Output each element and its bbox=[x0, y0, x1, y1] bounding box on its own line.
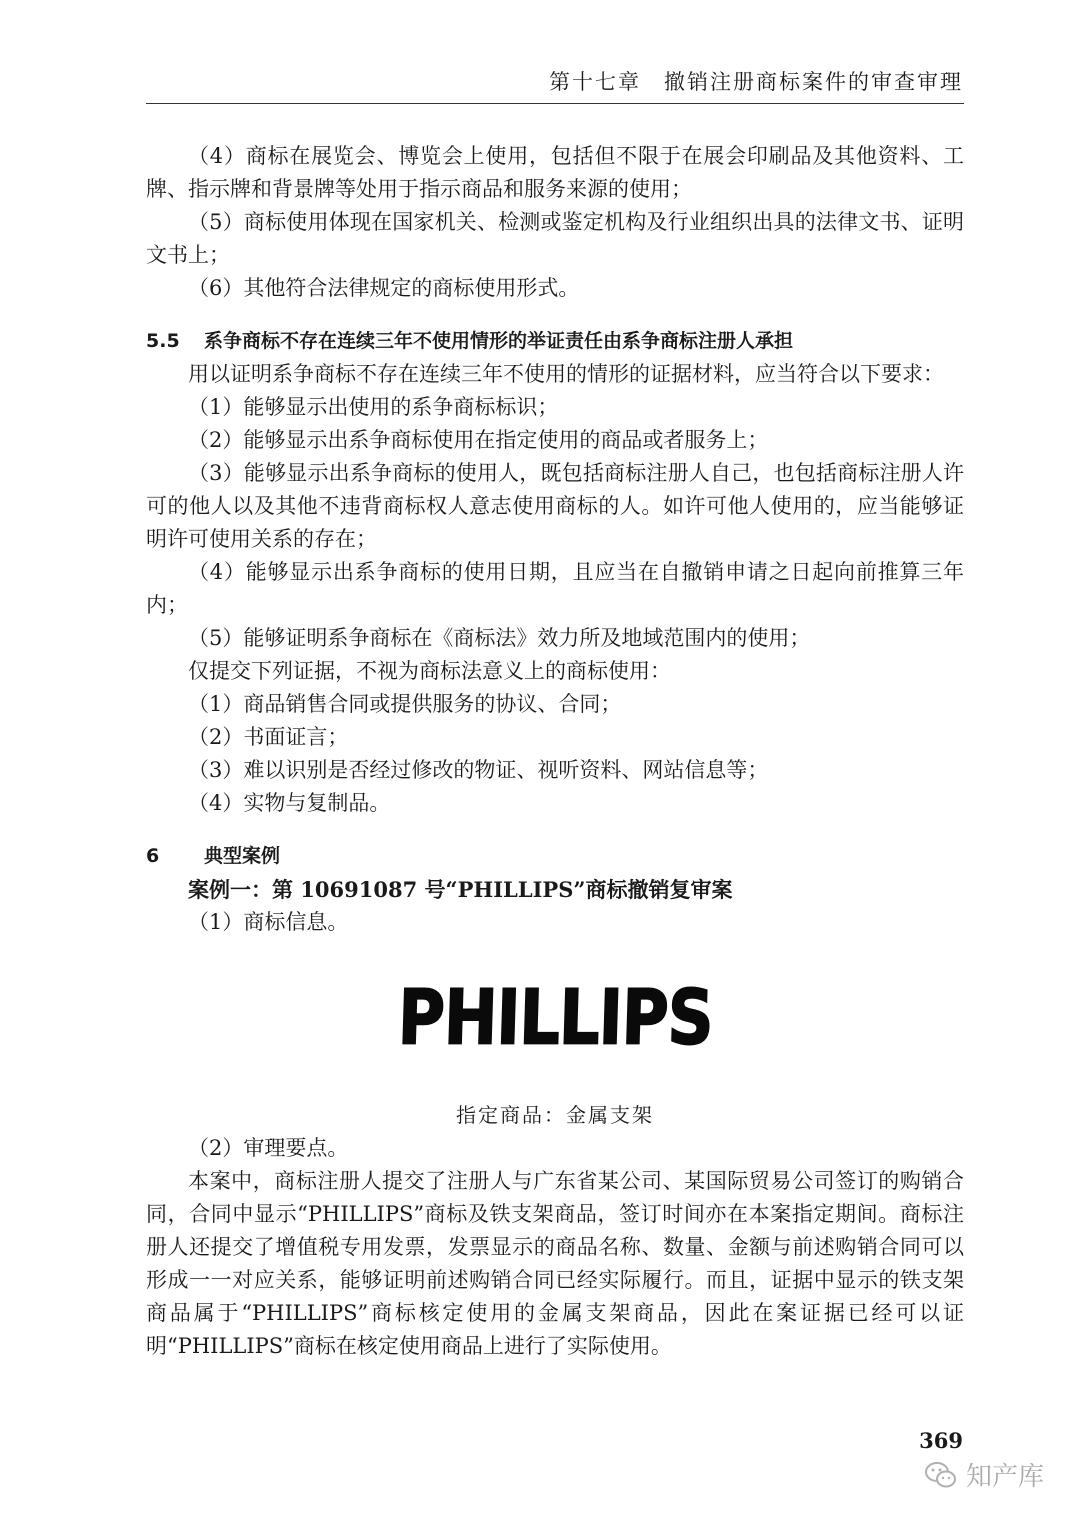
list-item: （5）商标使用体现在国家机关、检测或鉴定机构及行业组织出具的法律文书、证明文书上； bbox=[146, 210, 964, 267]
running-head: 第十七章 撤销注册商标案件的审查审理 bbox=[549, 70, 963, 94]
list-item: （2）能够显示出系争商标使用在指定使用的商品或者服务上； bbox=[188, 428, 769, 452]
list-item: （4）实物与复制品。 bbox=[188, 791, 391, 815]
paragraph: 本案中，商标注册人提交了注册人与广东省某公司、某国际贸易公司签订的购销合同，合同中显示“PHILLIPS”商标及铁支架商品，签订时间亦在本案指定期间。商标注册人还提交了增值税专用发票，发票显示的商品名称、数量、金额与前述购销合同可以形成一一对应关系，能够证明前述购销合同已经实际履行。而且，证据中显示的铁支架商品属于“PHILLIPS”商标核定使用的金属支架商品，因此在案证据已经可以证明“PHILLIPS”商标在核定使用商品上进行了实际使用。 bbox=[146, 1169, 964, 1358]
section-number: 5.5 bbox=[146, 330, 180, 352]
watermark-text: 知产库 bbox=[965, 1462, 1044, 1492]
list-item: （2）审理要点。 bbox=[188, 1136, 349, 1160]
trademark-logo-text: PHILLIPS bbox=[396, 974, 714, 1063]
header-rule bbox=[146, 103, 964, 104]
paragraph: 用以证明系争商标不存在连续三年不使用的情形的证据材料，应当符合以下要求： bbox=[188, 362, 944, 386]
wechat-icon bbox=[924, 1460, 958, 1490]
list-item: （6）其他符合法律规定的商标使用形式。 bbox=[188, 276, 580, 300]
section-number: 6 bbox=[146, 845, 160, 867]
list-item: （4）能够显示出系争商标的使用日期，且应当在自撤销申请之日起向前推算三年内； bbox=[146, 560, 964, 617]
watermark bbox=[924, 1456, 1044, 1493]
page-body bbox=[146, 140, 964, 1363]
paragraph: 仅提交下列证据，不视为商标法意义上的商标使用： bbox=[188, 659, 671, 683]
list-item: （1）商品销售合同或提供服务的协议、合同； bbox=[188, 692, 622, 716]
list-item: （1）能够显示出使用的系争商标标识； bbox=[188, 395, 559, 419]
list-item: （3）能够显示出系争商标的使用人，既包括商标注册人自己，也包括商标注册人许可的他人以及其他不违背商标权人意志使用商标的人。如许可他人使用的，应当能够证明许可使用关系的存在； bbox=[146, 461, 964, 551]
trademark-logo bbox=[146, 939, 964, 1099]
case-title: 案例一：第 10691087 号“PHILLIPS”商标撤销复审案 bbox=[188, 877, 733, 902]
list-item: （2）书面证言； bbox=[188, 725, 349, 749]
section-title: 典型案例 bbox=[204, 845, 281, 867]
list-item: （5）能够证明系争商标在《商标法》效力所及地域范围内的使用； bbox=[188, 626, 811, 650]
section-heading-6 bbox=[146, 840, 964, 873]
page-number: 369 bbox=[919, 1428, 963, 1453]
logo-caption: 指定商品：金属支架 bbox=[456, 1103, 654, 1127]
list-item: （1）商标信息。 bbox=[188, 910, 349, 934]
section-heading-5-5 bbox=[146, 325, 964, 358]
list-item: （4）商标在展览会、博览会上使用，包括但不限于在展会印刷品及其他资料、工牌、指示牌和背景牌等处用于指示商品和服务来源的使用； bbox=[146, 144, 964, 201]
list-item: （3）难以识别是否经过修改的物证、视听资料、网站信息等； bbox=[188, 758, 769, 782]
section-title: 系争商标不存在连续三年不使用情形的举证责任由系争商标注册人承担 bbox=[204, 330, 794, 352]
